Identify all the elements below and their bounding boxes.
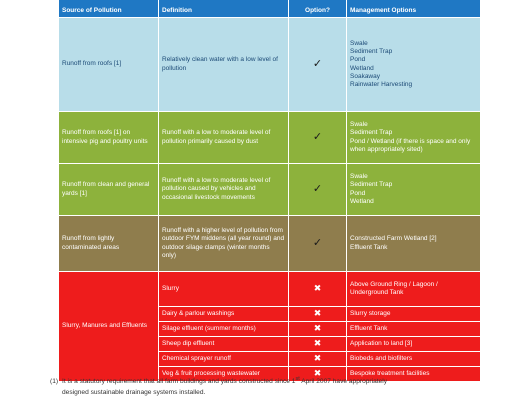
- cross-icon: ✖: [313, 323, 322, 334]
- row-option: [289, 272, 347, 307]
- pollution-options-table: [58, 0, 481, 382]
- management-item: Pond: [350, 56, 366, 64]
- row-management: Above Ground Ring / Lagoon / Underground Tank: [347, 272, 481, 307]
- row-definition: Runoff with a low to moderate level of pollution primarily caused by dust: [159, 112, 289, 164]
- management-item: Swale: [350, 40, 368, 48]
- row-definition: Runoff with a low to moderate level of pollution caused by vehicles and occasional livestock movements: [159, 164, 289, 216]
- table-row: [59, 216, 481, 272]
- management-item: Effluent Tank: [350, 243, 388, 251]
- management-item: Rainwater Harvesting: [350, 80, 413, 88]
- header-option: Option?: [289, 0, 347, 18]
- check-icon: ✓: [312, 182, 323, 195]
- row-option: [289, 322, 347, 337]
- management-item: Pond / Wetland (if there is space and only when appropriately sited): [350, 137, 471, 153]
- cross-icon: ✖: [313, 368, 322, 379]
- row-management: [347, 112, 481, 164]
- footnote-text-line2: designed sustainable drainage systems installed.: [62, 389, 206, 397]
- management-item: Pond: [350, 189, 366, 197]
- management-item: Wetland: [350, 64, 374, 72]
- cross-icon: ✖: [313, 353, 322, 364]
- footnote-superscript: st: [295, 376, 300, 382]
- footnote-number: (1): [50, 378, 59, 386]
- header-definition: Definition: [159, 0, 289, 18]
- row-source: Runoff from roofs [1]: [59, 18, 159, 112]
- row-source: Runoff from lightly contaminated areas: [59, 216, 159, 272]
- row-option: [289, 164, 347, 216]
- row-option: [289, 18, 347, 112]
- footnote-text: It is a statutory requirement that all farm buildings and yards constructed since 1: [62, 378, 296, 386]
- row-option: [289, 352, 347, 367]
- management-item: Sediment Trap: [350, 181, 393, 189]
- row-management: Bespoke treatment facilities: [347, 367, 481, 382]
- management-item: Sediment Trap: [350, 48, 393, 56]
- management-item: Constructed Farm Wetland [2]: [350, 235, 437, 243]
- footnote-text-continued: April 2007 have appropriately: [299, 378, 387, 386]
- row-source: Runoff from clean and general yards [1]: [59, 164, 159, 216]
- footnote: [50, 375, 490, 399]
- row-option: [289, 337, 347, 352]
- row-management: Biobeds and biofilters: [347, 352, 481, 367]
- management-item: Wetland: [350, 197, 374, 205]
- row-management: Slurry storage: [347, 307, 481, 322]
- document-page: [50, 0, 480, 400]
- row-option: [289, 216, 347, 272]
- cross-icon: ✖: [313, 283, 322, 294]
- row-definition: Chemical sprayer runoff: [159, 352, 289, 367]
- cross-icon: ✖: [313, 338, 322, 349]
- row-management: Application to land [3]: [347, 337, 481, 352]
- management-item: Swale: [350, 173, 368, 181]
- header-source: Source of Pollution: [59, 0, 159, 18]
- management-item: Sediment Trap: [350, 129, 393, 137]
- table-row: [59, 18, 481, 112]
- row-definition: Relatively clean water with a low level of pollution: [159, 18, 289, 112]
- table-row: [59, 272, 481, 307]
- management-item: Soakaway: [350, 72, 380, 80]
- row-management: [347, 164, 481, 216]
- row-option: [289, 112, 347, 164]
- table-row: [59, 164, 481, 216]
- cross-icon: ✖: [313, 308, 322, 319]
- table-header-row: [59, 0, 481, 18]
- check-icon: ✓: [312, 130, 323, 143]
- table-row: [59, 112, 481, 164]
- row-definition: Sheep dip effluent: [159, 337, 289, 352]
- row-definition: Silage effluent (summer months): [159, 322, 289, 337]
- check-icon: ✓: [312, 57, 323, 70]
- row-source: Slurry, Manures and Effluents: [59, 272, 159, 382]
- row-definition: Dairy & parlour washings: [159, 307, 289, 322]
- management-item: Swale: [350, 121, 368, 129]
- row-option: [289, 307, 347, 322]
- row-management: [347, 216, 481, 272]
- row-source: Runoff from roofs [1] on intensive pig and poultry units: [59, 112, 159, 164]
- row-definition: Veg & fruit processing wastewater: [159, 367, 289, 382]
- row-management: [347, 18, 481, 112]
- row-management: Effluent Tank: [347, 322, 481, 337]
- check-icon: ✓: [312, 236, 323, 249]
- header-management: Management Options: [347, 0, 481, 18]
- row-definition: Runoff with a higher level of pollution from outdoor FYM middens (all year round) and outdoor silage clamps (winter months only): [159, 216, 289, 272]
- row-definition: Slurry: [159, 272, 289, 307]
